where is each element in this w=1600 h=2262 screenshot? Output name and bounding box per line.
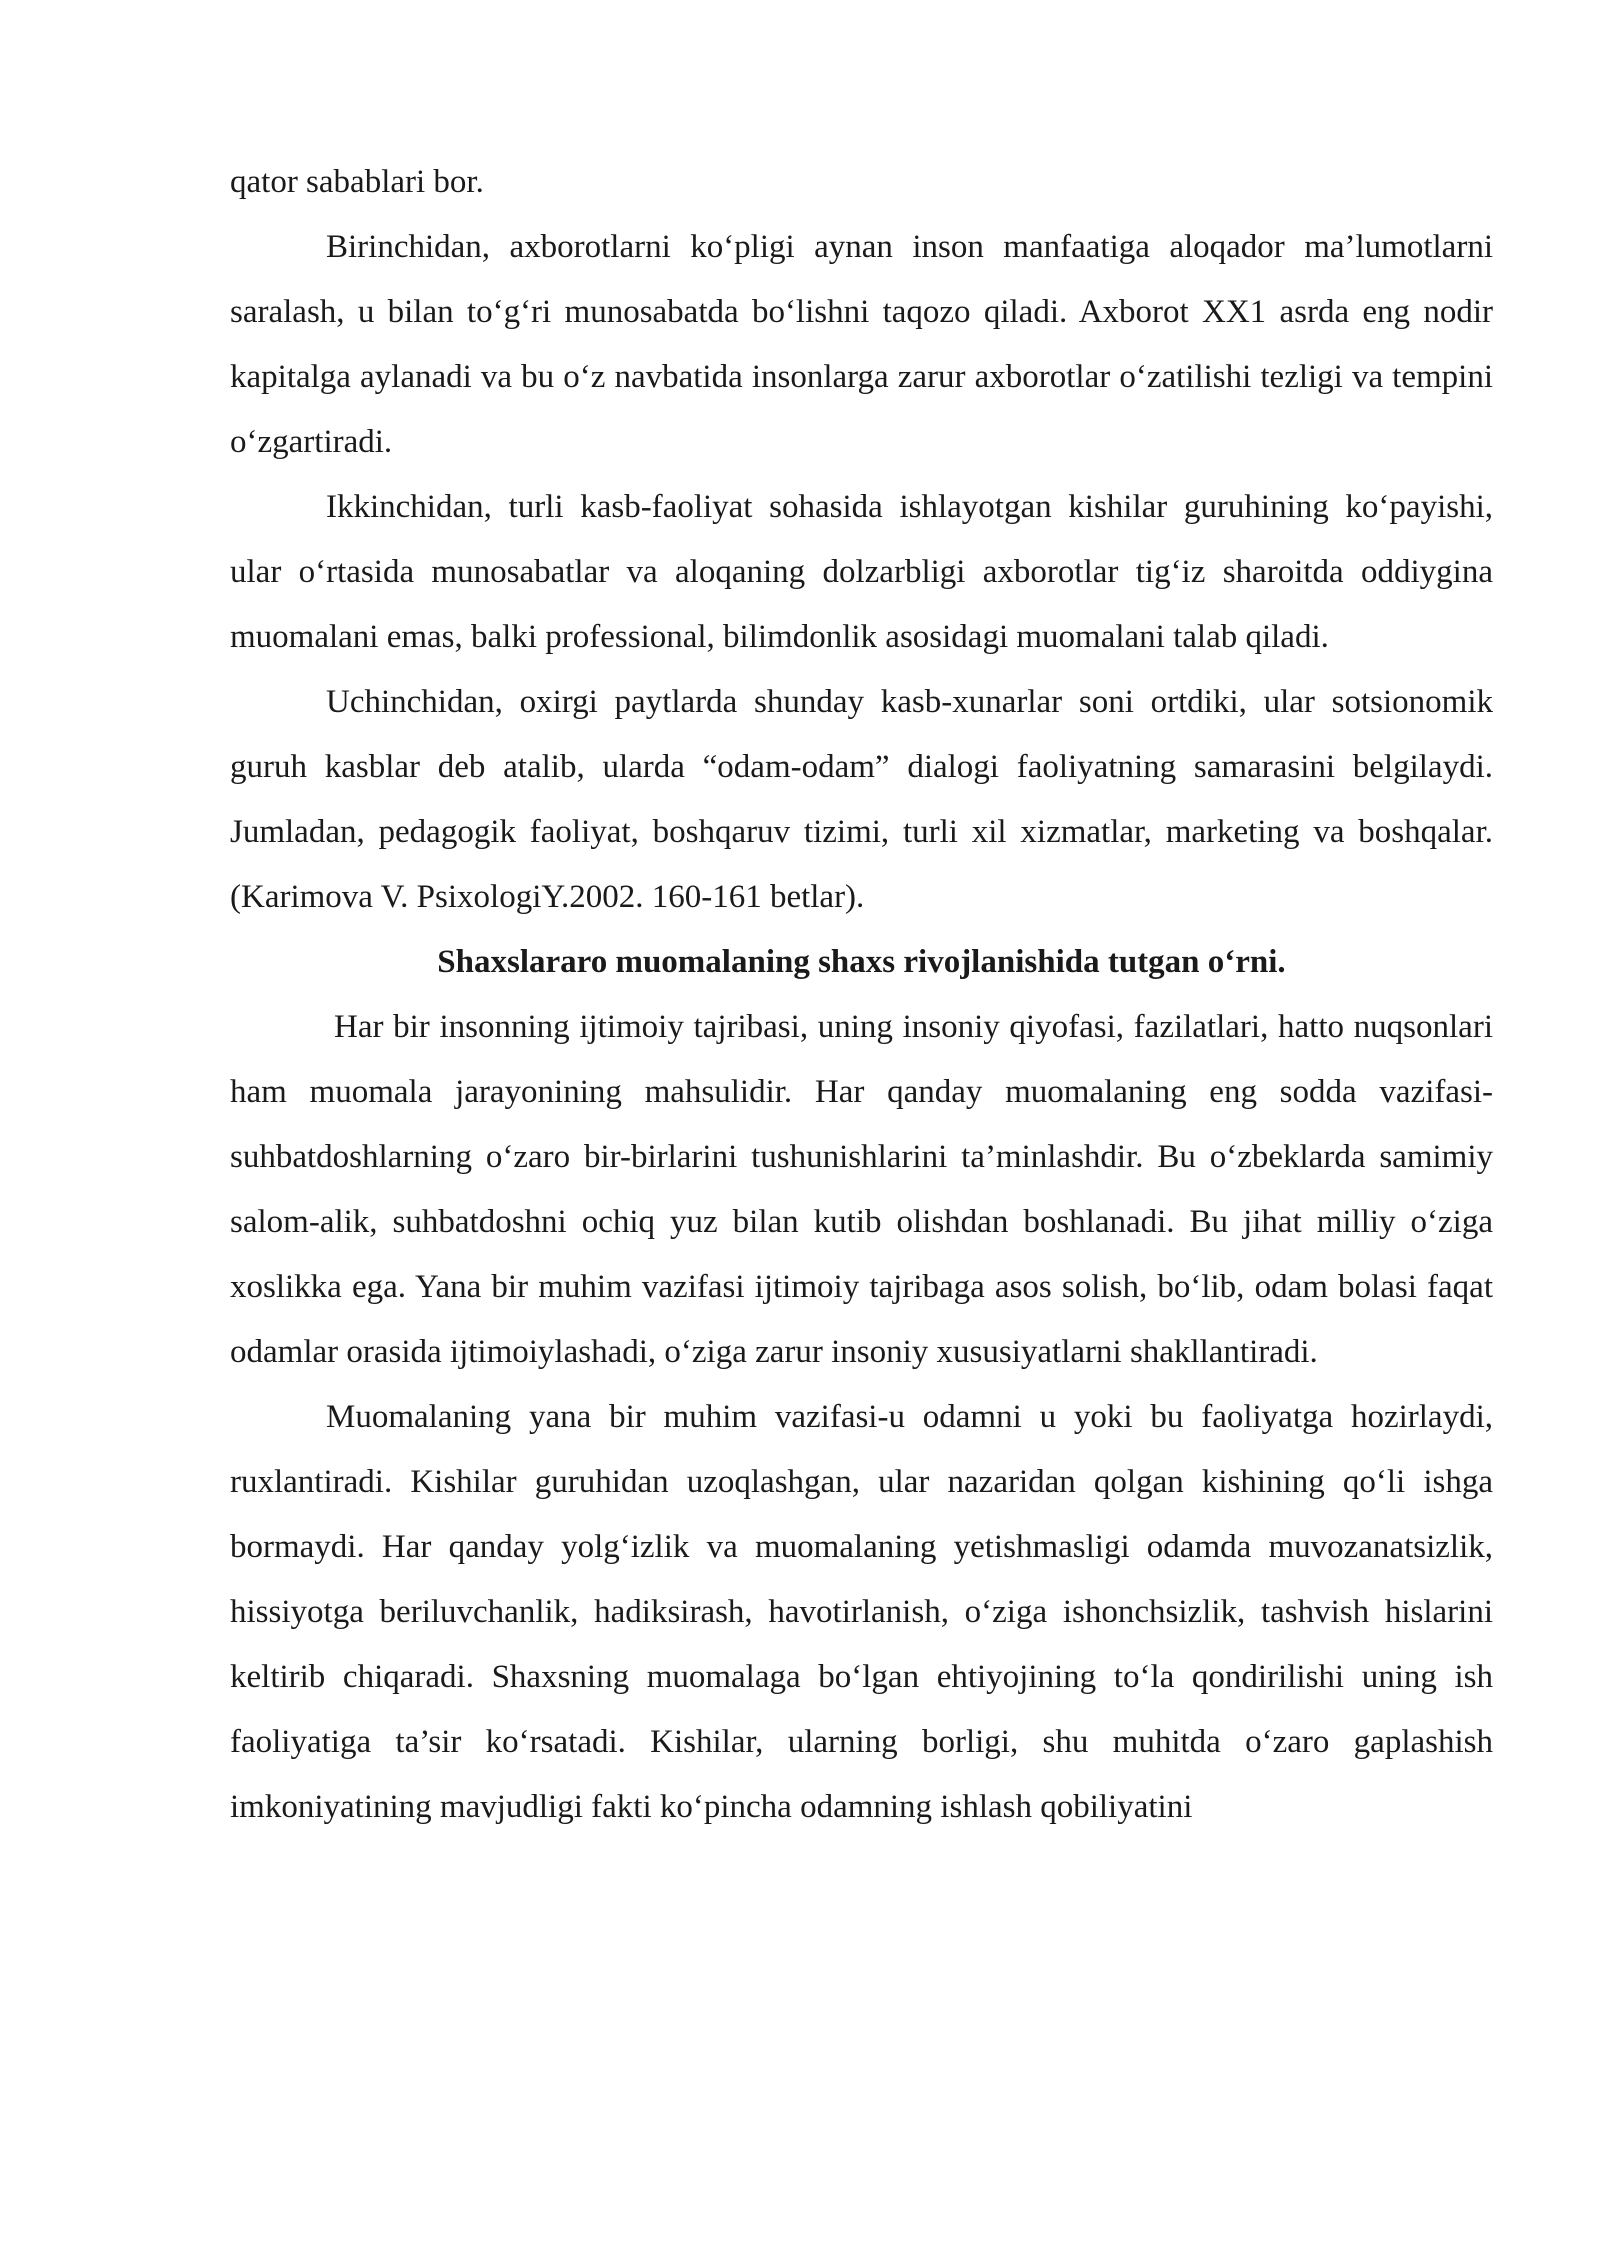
paragraph-uchinchidan: Uchinchidan, oxirgi paytlarda shunday kasb-xunarlar soni ortdiki, ular sotsionomik guruh kasblar deb atalib, ularda “odam-odam” dialogi faoliyatning samarasini belgilaydi. Jumladan, pedagogik faoliyat, boshqaruv tizimi, turli xil xizmatlar, marketing va boshqalar. (Karimova V. PsixologiY.2002. 160-161 betlar). (230, 684, 1493, 915)
section-heading: Shaxslararo muomalaning shaxs rivojlanishida tutgan o‘rni. (437, 944, 1286, 980)
paragraph-muomala-vazifasi: Muomalaning yana bir muhim vazifasi-u odamni u yoki bu faoliyatga hozirlaydi, ruxlantiradi. Kishilar guruhidan uzoqlashgan, ular nazaridan qolgan kishining qo‘li ishga bormaydi. Har qanday yolg‘izlik va muomalaning yetishmasligi odamda muvozanatsizlik, hissiyotga beriluvchanlik, hadiksirash, havotirlanish, o‘ziga ishonchsizlik, tashvish hislarini keltirib chiqaradi. Shaxsning muomalaga bo‘lgan ehtiyojining to‘la qondirilishi uning ish faoliyatiga ta’sir ko‘rsatadi. Kishilar, ularning borligi, shu muhitda o‘zaro gaplashish imkoniyatining mavjudligi fakti ko‘pincha odamning ishlash qobiliyatini (230, 1399, 1493, 1825)
paragraph-ikkinchidan: Ikkinchidan, turli kasb-faoliyat sohasida ishlayotgan kishilar guruhining ko‘payishi, ular o‘rtasida munosabatlar va aloqaning dolzarbligi axborotlar tig‘iz sharoitda oddiygina muomalani emas, balki professional, bilimdonlik asosidagi muomalani talab qiladi. (230, 489, 1493, 655)
paragraph-ijtimoiy-tajriba: Har bir insonning ijtimoiy tajribasi, uning insoniy qiyofasi, fazilatlari, hatto nuqsonlari ham muomala jarayonining mahsulidir. Har qanday muomalaning eng sodda vazifasi-suhbatdoshlarning o‘zaro bir-birlarini tushunishlarini ta’minlashdir. Bu o‘zbeklarda samimiy salom-alik, suhbatdoshni ochiq yuz bilan kutib olishdan boshlanadi. Bu jihat milliy o‘ziga xoslikka ega. Yana bir muhim vazifasi ijtimoiy tajribaga asos solish, bo‘lib, odam bolasi faqat odamlar orasida ijtimoiylashadi, o‘ziga zarur insoniy xususiyatlarni shakllantiradi. (230, 1009, 1493, 1370)
paragraph-birinchidan: Birinchidan, axborotlarni ko‘pligi aynan inson manfaatiga aloqador ma’lumotlarni saralash, u bilan to‘g‘ri munosabatda bo‘lishni taqozo qiladi. Axborot XX1 asrda eng nodir kapitalga aylanadi va bu o‘z navbatida insonlarga zarur axborotlar o‘zatilishi tezligi va tempini o‘zgartiradi. (230, 229, 1493, 460)
paragraph-continuation: qator sabablari bor. (230, 164, 484, 200)
document-page (230, 150, 1493, 1840)
